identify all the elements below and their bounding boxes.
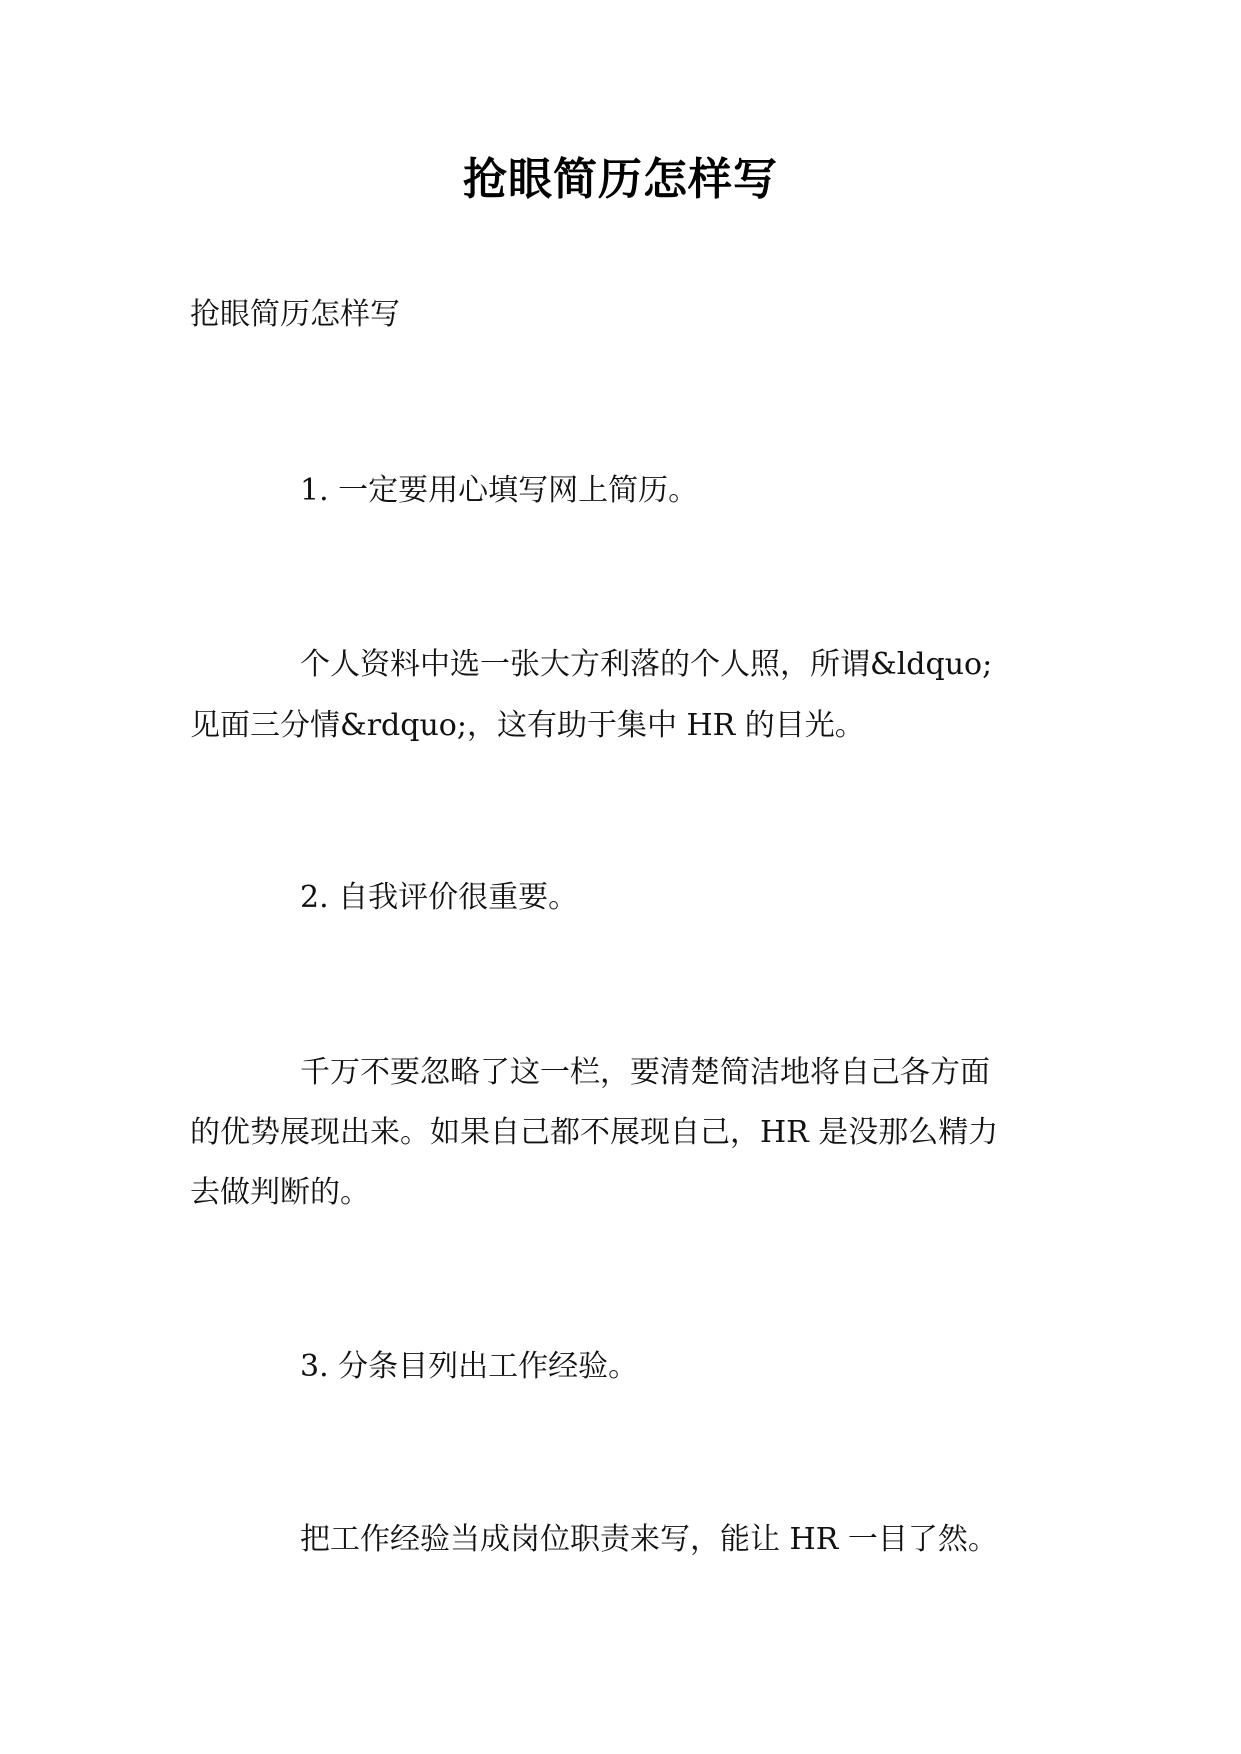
section-heading-1: 1. 一定要用心填写网上简历。 (300, 473, 699, 508)
section-heading-3: 3. 分条目列出工作经验。 (300, 1349, 639, 1384)
section-1-line-1: 个人资料中选一张大方利落的个人照，所谓&ldquo; (300, 647, 993, 682)
section-3-line-1: 把工作经验当成岗位职责来写，能让 HR 一目了然。 (300, 1522, 998, 1557)
document-subtitle: 抢眼简历怎样写 (190, 297, 400, 332)
section-heading-2: 2. 自我评价很重要。 (300, 880, 579, 915)
document-title: 抢眼简历怎样写 (463, 154, 778, 205)
section-2-line-2: 的优势展现出来。如果自己都不展现自己，HR 是没那么精力 (190, 1115, 999, 1150)
section-2-line-1: 千万不要忽略了这一栏，要清楚简洁地将自己各方面 (300, 1055, 990, 1090)
section-2-line-3: 去做判断的。 (190, 1175, 370, 1210)
section-1-line-2: 见面三分情&rdquo;，这有助于集中 HR 的目光。 (190, 708, 865, 743)
